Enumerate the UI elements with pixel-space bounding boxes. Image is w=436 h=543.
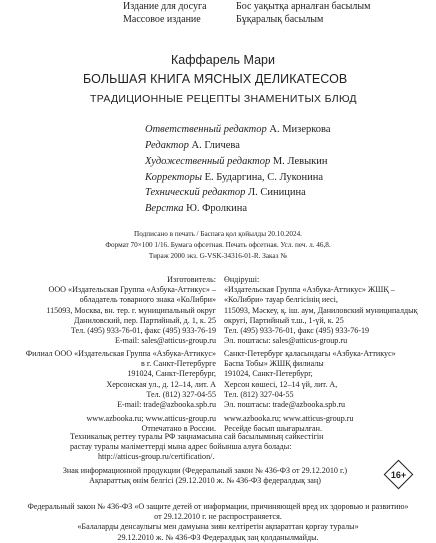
header-kz-2: Бұқаралық басылым: [236, 14, 324, 25]
branch-ru-line: Херсонская ул., д. 12–14, лит. А: [106, 379, 216, 389]
manufacturer-ru: [46, 275, 216, 346]
credit-role: Художественный редактор: [145, 156, 271, 167]
branch-ru-line: Тел. (812) 327-04-55: [146, 389, 216, 399]
manufacturer-ru-line: обладатель товарного знака «КоЛибри»: [79, 295, 216, 305]
credit-name: Ю. Фролкина: [186, 203, 248, 214]
manufacturer-kz-line: Тел. (495) 933-76-01, факс (495) 933-76-19: [224, 326, 370, 336]
print-info-2: Формат 70×100 1/16. Бумага офсетная. Печать офсетная. Усл. печ. л. 46,8.: [105, 241, 331, 249]
branch-kz-line: Ресейде басып шығарылған.: [224, 424, 323, 434]
credit-row: [145, 203, 247, 214]
manufacturer-kz: [224, 275, 417, 346]
credit-role: Верстка: [145, 203, 184, 214]
branch-ru-line: www.azbooka.ru; www.atticus-group.ru: [86, 414, 216, 424]
branch-kz-line: Тел. (812) 327-04-55: [224, 389, 294, 399]
manufacturer-ru-line: ООО «Издательская Группа «Азбука-Аттикус» –: [48, 285, 216, 295]
credit-name: А. Гличева: [191, 140, 240, 151]
book-title: БОЛЬШАЯ КНИГА МЯСНЫХ ДЕЛИКАТЕСОВ: [83, 72, 348, 86]
credit-name: Е. Бударгина, С. Луконина: [204, 172, 324, 183]
branch-kz-line: 191024, Санкт-Петербург,: [224, 369, 313, 379]
law-line: Федеральный закон № 436-ФЗ «О защите детей от информации, причиняющей вред их здоровью и развитию»: [27, 502, 409, 511]
law-line: 29.12.2010 ж. № 436-ФЗ Федералдық заң қолданылмайды.: [117, 532, 319, 542]
manufacturer-kz-line: «Издательская Группа «Азбука-Аттикус» ЖШҚ –: [224, 285, 395, 295]
branch-ru-line: в г. Санкт-Петербурге: [140, 359, 216, 369]
manufacturer-ru-line: E-mail: sales@atticus-group.ru: [115, 336, 216, 346]
credit-role: Ответственный редактор: [145, 124, 267, 135]
credit-name: М. Левыкин: [272, 156, 328, 167]
manufacturer-ru-line: 115093, Москва, вн. тер. г. муниципальный округ: [46, 305, 216, 315]
branch-kz-line: Херсон көшесі, 12–14 үй, лит. А,: [224, 379, 338, 389]
manufacturer-ru-line: Изготовитель:: [167, 275, 216, 284]
branch-ru: [26, 349, 216, 435]
author: Каффарель Мари: [171, 53, 275, 67]
law-line: «Балаларды денсаулығы мен дамуына зиян келтіретін ақпараттан қорғау туралы»: [77, 522, 359, 532]
credit-role: Технический редактор: [145, 187, 246, 198]
credit-name: А. Мизеркова: [269, 124, 331, 135]
manufacturer-ru-line: Даниловский, пер. Партийный, д. 1, к. 25: [74, 315, 216, 325]
manufacturer-ru-line: Тел. (495) 933-76-01, факс (495) 933-76-19: [70, 326, 216, 336]
sign-line: Ақпараттық өнім белгісі (29.12.2010 ж. № 436-ФЗ федералдық заң): [89, 476, 321, 486]
header-ru-2: Массовое издание: [123, 14, 201, 25]
branch-kz-line: Санкт-Петербург қаласындағы «Азбука-Аттикус»: [224, 349, 396, 358]
credit-name: Л. Синицина: [248, 187, 306, 198]
manufacturer-kz-line: Өндіруші:: [224, 275, 260, 284]
info-sign: [25, 466, 385, 486]
branch-ru-line: 191024, Санкт-Петербург,: [127, 369, 216, 379]
manufacturer-kz-line: Эл. поштасы: sales@atticus-group.ru: [224, 336, 348, 346]
branch-kz-line: www.azbooka.ru; www.atticus-group.ru: [224, 414, 354, 424]
branch-kz-line: Эл. поштасы: trade@azbooka.spb.ru: [224, 400, 346, 410]
law-line: от 29.12.2010 г. не распространяется.: [154, 512, 282, 522]
manufacturer-kz-line: «КоЛибри» тауар белгісінің иесі,: [224, 295, 338, 305]
credit-row: [145, 124, 331, 135]
credit-row: [145, 187, 306, 198]
branch-ru-line: E-mail: trade@azbooka.spb.ru: [117, 400, 216, 410]
book-subtitle: ТРАДИЦИОННЫЕ РЕЦЕПТЫ ЗНАМЕНИТЫХ БЛЮД: [90, 93, 357, 105]
credit-row: [145, 172, 323, 183]
law-note: [0, 502, 436, 543]
age-rating-text: 16+: [390, 469, 407, 480]
tech-regulation: [70, 432, 323, 463]
tech-line: растау туралы мәліметтерді мына адрес бойынша алуға болады:: [70, 442, 292, 452]
manufacturer-kz-line: округі, Партийный т.ш., 1-үй, к. 25: [224, 315, 344, 325]
credit-row: [145, 156, 328, 167]
header-kz-1: Бос уақытқа арналған басылым: [236, 1, 371, 12]
credit-role: Корректоры: [145, 172, 202, 183]
header-ru-1: Издание для досуга: [123, 1, 207, 12]
credit-role: Редактор: [145, 140, 189, 151]
tech-line: http://atticus-group.ru/certification/.: [98, 452, 215, 462]
print-info-1: Подписано в печать / Баспаға қол қойылды 20.10.2024.: [134, 230, 302, 238]
branch-ru-line: Филиал ООО «Издательская Группа «Азбука-Аттикус»: [25, 349, 216, 358]
manufacturer-kz-line: 115093, Мәскеу, қ. іш. аум, Даниловский муниципалдық: [224, 305, 418, 315]
tech-line: Техникалық реттеу туралы РФ заңнамасына сай басылымның сәйкестігін: [70, 432, 324, 441]
credit-row: [145, 140, 240, 151]
sign-line: Знак информационной продукции (Федеральный закон № 436-ФЗ от 29.12.2010 г.): [62, 466, 348, 475]
branch-kz: [224, 349, 396, 435]
branch-ru-line: Отпечатано в России.: [141, 424, 216, 434]
print-info-3: Тираж 2000 экз. G-VSK-34316-01-R. Заказ №: [148, 252, 288, 260]
branch-kz-line: Баспа Тобы» ЖШҚ филиалы: [224, 359, 324, 369]
